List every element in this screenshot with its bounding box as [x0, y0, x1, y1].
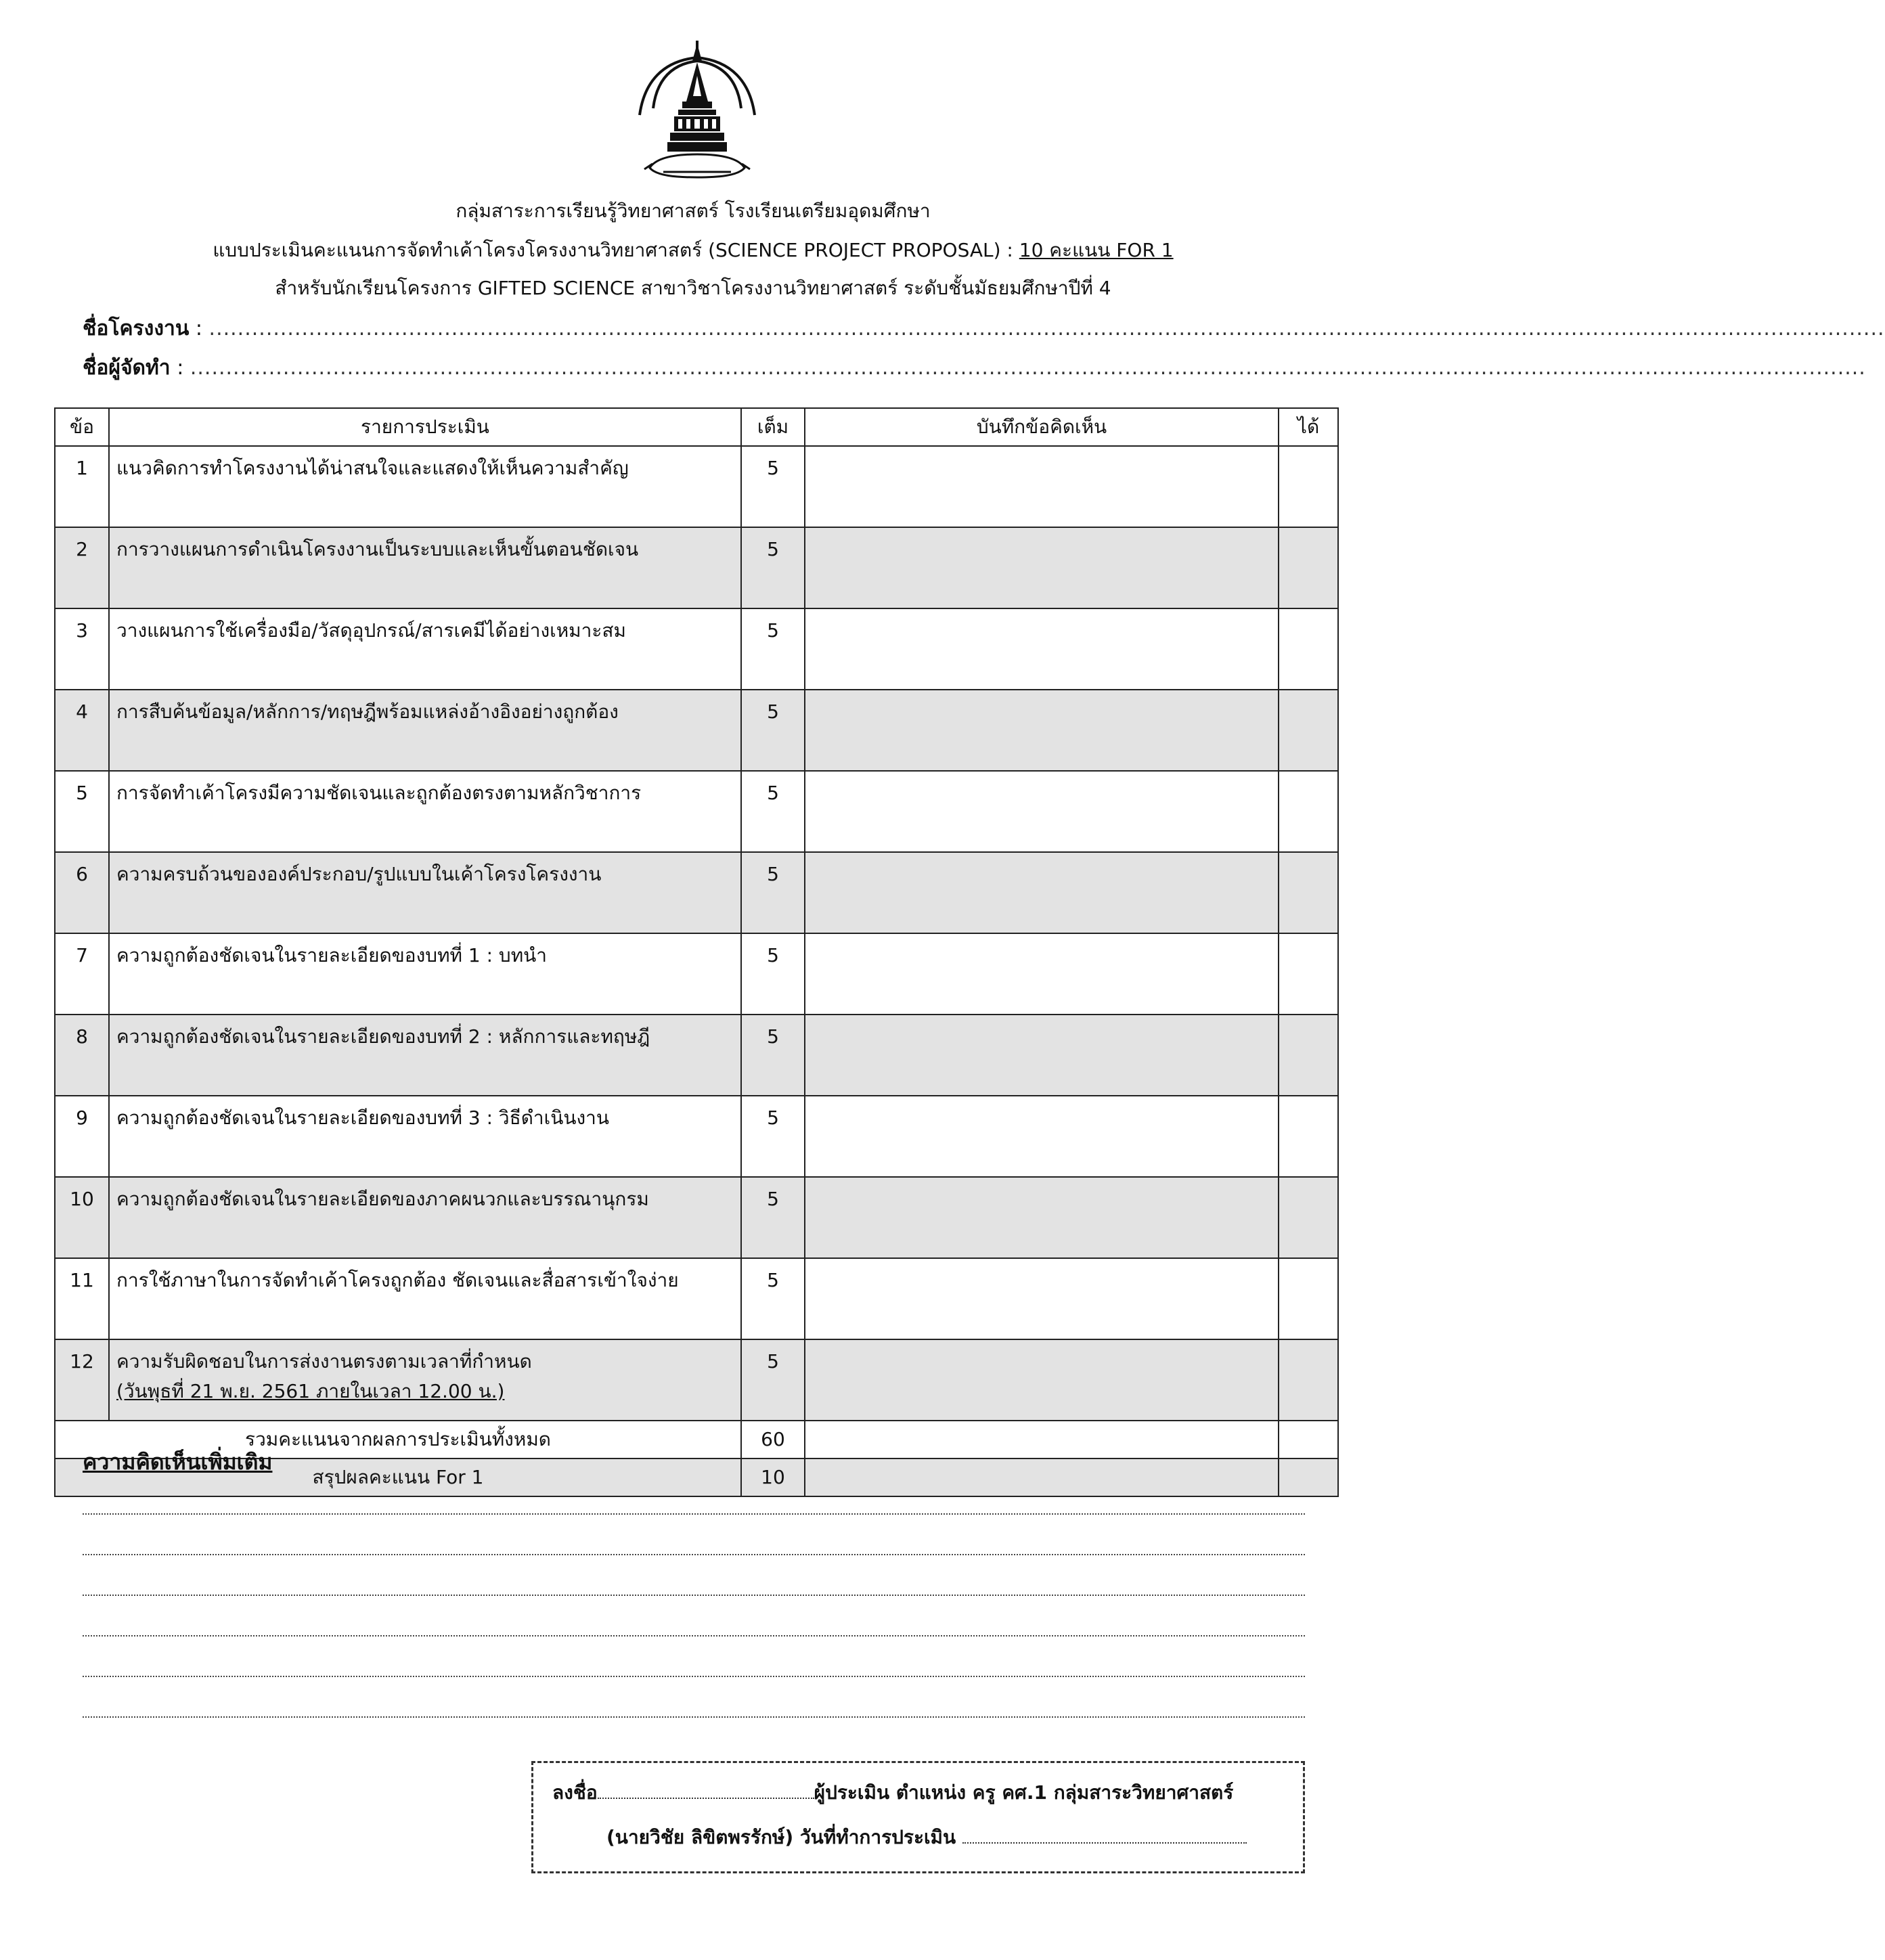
comment-line[interactable]	[83, 1554, 1305, 1555]
row-comment-cell[interactable]	[805, 446, 1279, 527]
row-item-main: ความรับผิดชอบในการส่งงานตรงตามเวลาที่กำหนด	[116, 1350, 532, 1373]
comment-line[interactable]	[83, 1716, 1305, 1718]
row-item: การจัดทำเค้าโครงมีความชัดเจนและถูกต้องตรงตามหลักวิชาการ	[109, 771, 741, 852]
header-form-score: 10 คะแนน FOR 1	[1019, 239, 1174, 261]
row-full-score: 5	[741, 1015, 805, 1096]
row-comment-cell[interactable]	[805, 1096, 1279, 1177]
author-name-label: ชื่อผู้จัดทำ	[83, 356, 171, 380]
row-comment-cell[interactable]	[805, 771, 1279, 852]
row-got-cell[interactable]	[1279, 527, 1338, 608]
total-comment-cell[interactable]	[805, 1421, 1279, 1458]
comment-line[interactable]	[83, 1513, 1305, 1515]
signature-line	[552, 1778, 1233, 1808]
table-row	[55, 1096, 1338, 1177]
signature-box	[531, 1761, 1305, 1873]
table-row	[55, 1015, 1338, 1096]
evaluation-date-blank[interactable]	[962, 1823, 1247, 1844]
evaluation-table	[54, 407, 1339, 1497]
summary-comment-cell[interactable]	[805, 1458, 1279, 1496]
row-full-score: 5	[741, 852, 805, 933]
row-item: การใช้ภาษาในการจัดทำเค้าโครงถูกต้อง ชัดเจนและสื่อสารเข้าใจง่าย	[109, 1258, 741, 1339]
row-item: ความถูกต้องชัดเจนในรายละเอียดของภาคผนวกและบรรณานุกรม	[109, 1177, 741, 1258]
author-name-dots: ...........................................................................................................................................................................................................................................	[190, 356, 1866, 380]
row-comment-cell[interactable]	[805, 1177, 1279, 1258]
table-row	[55, 690, 1338, 771]
row-comment-cell[interactable]	[805, 1015, 1279, 1096]
comment-line[interactable]	[83, 1676, 1305, 1677]
table-row	[55, 608, 1338, 690]
evaluator-line	[606, 1823, 1247, 1852]
row-no: 5	[55, 771, 109, 852]
row-got-cell[interactable]	[1279, 446, 1338, 527]
evaluator-name: (นายวิชัย ลิขิตพรรักษ์)	[606, 1826, 794, 1848]
total-label: รวมคะแนนจากผลการประเมินทั้งหมด	[55, 1421, 741, 1458]
row-comment-cell[interactable]	[805, 690, 1279, 771]
table-row	[55, 933, 1338, 1015]
row-item: แนวคิดการทำโครงงานได้น่าสนใจและแสดงให้เห็นความสำคัญ	[109, 446, 741, 527]
row-full-score: 5	[741, 527, 805, 608]
table-row	[55, 1177, 1338, 1258]
table-row	[55, 527, 1338, 608]
row-no: 1	[55, 446, 109, 527]
header-group-title: กลุ่มสาระการเรียนรู้วิทยาศาสตร์ โรงเรียนเตรียมอุดมศึกษา	[456, 200, 931, 222]
additional-comments-title: ความคิดเห็นเพิ่มเติม	[83, 1449, 273, 1475]
row-got-cell[interactable]	[1279, 690, 1338, 771]
row-item-deadline: (วันพุธที่ 21 พ.ย. 2561 ภายในเวลา 12.00 น.)	[116, 1380, 505, 1402]
row-no: 4	[55, 690, 109, 771]
row-got-cell[interactable]	[1279, 1015, 1338, 1096]
row-item: การวางแผนการดำเนินโครงงานเป็นระบบและเห็นขั้นตอนชัดเจน	[109, 527, 741, 608]
header-form-title	[0, 237, 1386, 264]
row-comment-cell[interactable]	[805, 1339, 1279, 1421]
comment-line[interactable]	[83, 1595, 1305, 1596]
evaluation-date-label: วันที่ทำการประเมิน	[799, 1826, 956, 1848]
summary-value: 10	[741, 1458, 805, 1496]
row-no: 12	[55, 1339, 109, 1421]
col-header-comment: บันทึกข้อคิดเห็น	[805, 408, 1279, 446]
row-no: 11	[55, 1258, 109, 1339]
row-full-score: 5	[741, 1258, 805, 1339]
header-form-title-main: แบบประเมินคะแนนการจัดทำเค้าโครงโครงงานวิทยาศาสตร์ (SCIENCE PROJECT PROPOSAL) :	[213, 239, 1013, 261]
col-header-got: ได้	[1279, 408, 1338, 446]
author-name-separator: :	[177, 356, 184, 380]
signature-blank[interactable]	[598, 1779, 814, 1799]
table-header-row	[55, 408, 1338, 446]
row-item: การสืบค้นข้อมูล/หลักการ/ทฤษฎีพร้อมแหล่งอ้างอิงอย่างถูกต้อง	[109, 690, 741, 771]
school-emblem-icon	[629, 34, 765, 186]
row-full-score: 5	[741, 933, 805, 1015]
row-comment-cell[interactable]	[805, 852, 1279, 933]
row-comment-cell[interactable]	[805, 527, 1279, 608]
row-got-cell[interactable]	[1279, 1177, 1338, 1258]
total-value: 60	[741, 1421, 805, 1458]
row-no: 3	[55, 608, 109, 690]
row-got-cell[interactable]	[1279, 1258, 1338, 1339]
project-name-separator: :	[195, 317, 202, 340]
row-full-score: 5	[741, 446, 805, 527]
row-full-score: 5	[741, 771, 805, 852]
col-header-full: เต็ม	[741, 408, 805, 446]
row-item: ความครบถ้วนขององค์ประกอบ/รูปแบบในเค้าโครงโครงงาน	[109, 852, 741, 933]
table-row	[55, 1258, 1338, 1339]
row-full-score: 5	[741, 690, 805, 771]
row-no: 9	[55, 1096, 109, 1177]
signature-prefix: ลงชื่อ	[552, 1781, 598, 1804]
row-no: 8	[55, 1015, 109, 1096]
row-comment-cell[interactable]	[805, 608, 1279, 690]
row-got-cell[interactable]	[1279, 1339, 1338, 1421]
row-comment-cell[interactable]	[805, 1258, 1279, 1339]
row-comment-cell[interactable]	[805, 933, 1279, 1015]
row-got-cell[interactable]	[1279, 852, 1338, 933]
row-full-score: 5	[741, 1096, 805, 1177]
row-full-score: 5	[741, 1339, 805, 1421]
table-row	[55, 771, 1338, 852]
row-item: ความถูกต้องชัดเจนในรายละเอียดของบทที่ 2 : หลักการและทฤษฎี	[109, 1015, 741, 1096]
header-target-students: สำหรับนักเรียนโครงการ GIFTED SCIENCE สาขาวิชาโครงงานวิทยาศาสตร์ ระดับชั้นมัธยมศึกษาปีที่ 4	[275, 277, 1111, 299]
summary-label: สรุปผลคะแนน For 1	[55, 1458, 741, 1496]
table-row	[55, 446, 1338, 527]
table-row	[55, 852, 1338, 933]
project-name-field[interactable]	[83, 314, 1885, 344]
row-no: 7	[55, 933, 109, 1015]
summary-got-cell[interactable]	[1279, 1458, 1338, 1496]
col-header-no: ข้อ	[55, 408, 109, 446]
row-no: 10	[55, 1177, 109, 1258]
row-got-cell[interactable]	[1279, 608, 1338, 690]
total-got-cell[interactable]	[1279, 1421, 1338, 1458]
row-item: ความถูกต้องชัดเจนในรายละเอียดของบทที่ 3 : วิธีดำเนินงาน	[109, 1096, 741, 1177]
row-full-score: 5	[741, 1177, 805, 1258]
project-name-dots: ...........................................................................................................................................................................................................................................	[208, 317, 1885, 340]
row-full-score: 5	[741, 608, 805, 690]
row-item: ความถูกต้องชัดเจนในรายละเอียดของบทที่ 1 : บทนำ	[109, 933, 741, 1015]
project-name-label: ชื่อโครงงาน	[83, 317, 190, 340]
row-no: 2	[55, 527, 109, 608]
col-header-item: รายการประเมิน	[109, 408, 741, 446]
row-no: 6	[55, 852, 109, 933]
row-item: วางแผนการใช้เครื่องมือ/วัสดุอุปกรณ์/สารเคมีได้อย่างเหมาะสม	[109, 608, 741, 690]
row-got-cell[interactable]	[1279, 1096, 1338, 1177]
row-got-cell[interactable]	[1279, 771, 1338, 852]
row-got-cell[interactable]	[1279, 933, 1338, 1015]
signature-suffix: ผู้ประเมิน ตำแหน่ง ครู คศ.1 กลุ่มสาระวิทยาศาสตร์	[814, 1781, 1234, 1804]
table-row	[55, 1339, 1338, 1421]
author-name-field[interactable]	[83, 353, 1866, 383]
comment-line[interactable]	[83, 1635, 1305, 1636]
row-item	[109, 1339, 741, 1421]
